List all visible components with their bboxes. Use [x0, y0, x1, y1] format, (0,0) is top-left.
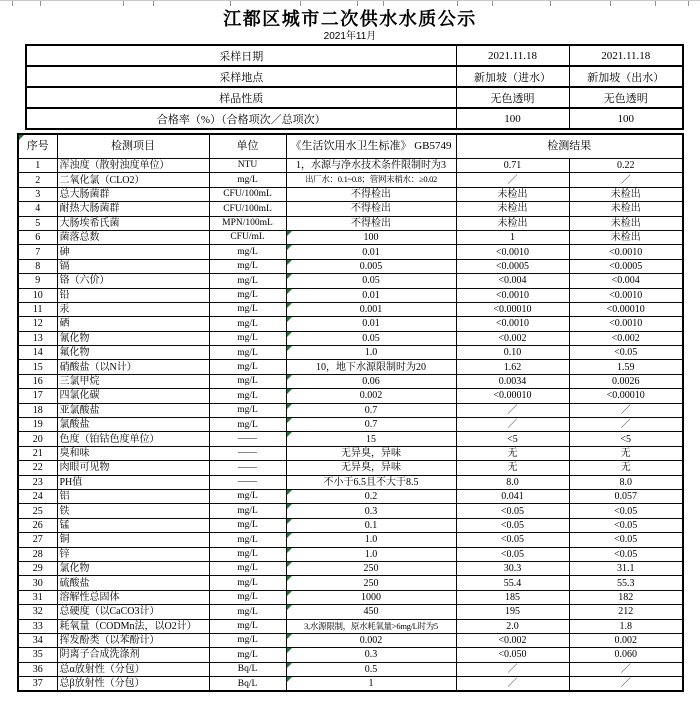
cell-result1: <0.0010: [456, 317, 569, 331]
cell-result2: ／: [569, 662, 683, 676]
cell-result2: 未检出: [569, 230, 683, 244]
table-row: [18, 173, 683, 187]
cell-item: 硒: [57, 317, 209, 331]
table-row: [18, 389, 683, 403]
cell-no: 21: [18, 446, 57, 460]
cell-unit: mg/L: [209, 504, 286, 518]
cell-standard: 3,水源限制，原水耗氧量>6mg/L时为5: [286, 619, 456, 633]
cell-item: 总硬度（以CaCO3计）: [57, 605, 209, 619]
cell-standard: 0.7: [286, 418, 456, 432]
cell-item: 汞: [57, 302, 209, 316]
info-value-inlet: 2021.11.18: [456, 45, 569, 66]
cell-item: 耗氧量（CODMn法，以O2计）: [57, 619, 209, 633]
cell-unit: mg/L: [209, 605, 286, 619]
cell-result1: 无: [456, 461, 569, 475]
cell-standard: 1000: [286, 590, 456, 604]
cell-result2: <0.0005: [569, 259, 683, 273]
info-label: 样品性质: [26, 87, 456, 108]
cell-result2: <0.0010: [569, 245, 683, 259]
cell-result1: 1.62: [456, 360, 569, 374]
cell-no: 2: [18, 173, 57, 187]
cell-result1: <0.050: [456, 648, 569, 662]
info-value-inlet: 无色透明: [456, 87, 569, 108]
cell-item: 锰: [57, 518, 209, 532]
cell-item: 总β放射性（分包）: [57, 677, 209, 692]
cell-result1: 未检出: [456, 202, 569, 216]
cell-item: 锌: [57, 547, 209, 561]
cell-result2: 182: [569, 590, 683, 604]
cell-standard: 100: [286, 230, 456, 244]
cell-unit: mg/L: [209, 561, 286, 575]
col-header-no: 序号: [18, 134, 57, 159]
info-label: 合格率（%）（合格项次／总项次）: [26, 108, 456, 129]
cell-no: 8: [18, 259, 57, 273]
cell-result1: 195: [456, 605, 569, 619]
col-header-unit: 单位: [209, 134, 286, 159]
cell-no: 1: [18, 159, 57, 173]
info-row: [26, 45, 683, 66]
cell-unit: mg/L: [209, 288, 286, 302]
col-header-result: 检测结果: [456, 134, 683, 159]
cell-no: 33: [18, 619, 57, 633]
cell-item: 砷: [57, 245, 209, 259]
cell-no: 30: [18, 576, 57, 590]
cell-result2: ／: [569, 403, 683, 417]
table-row: [18, 374, 683, 388]
cell-unit: MPN/100mL: [209, 216, 286, 230]
cell-result1: <0.0010: [456, 288, 569, 302]
cell-no: 19: [18, 418, 57, 432]
table-row: [18, 662, 683, 676]
cell-result1: 0.10: [456, 346, 569, 360]
cell-standard: 0.3: [286, 648, 456, 662]
cell-result2: 0.002: [569, 633, 683, 647]
cell-no: 18: [18, 403, 57, 417]
cell-result2: <0.05: [569, 547, 683, 561]
cell-result2: <0.05: [569, 346, 683, 360]
table-row: [18, 619, 683, 633]
table-row: [18, 331, 683, 345]
cell-result2: 未检出: [569, 216, 683, 230]
cell-item: 亚氯酸盐: [57, 403, 209, 417]
cell-standard: 0.05: [286, 274, 456, 288]
cell-no: 10: [18, 288, 57, 302]
table-row: [18, 518, 683, 532]
cell-no: 4: [18, 202, 57, 216]
cell-standard: 不小于6.5且不大于8.5: [286, 475, 456, 489]
cell-result2: 未检出: [569, 202, 683, 216]
cell-standard: 无异臭，异味: [286, 446, 456, 460]
cell-unit: Bq/L: [209, 662, 286, 676]
cell-standard: 0.3: [286, 504, 456, 518]
cell-item: 硫酸盐: [57, 576, 209, 590]
cell-item: 氟化物: [57, 346, 209, 360]
cell-no: 16: [18, 374, 57, 388]
cell-item: 总α放射性（分包）: [57, 662, 209, 676]
cell-no: 28: [18, 547, 57, 561]
cell-result1: <0.05: [456, 547, 569, 561]
cell-item: 浑浊度（散射浊度单位）: [57, 159, 209, 173]
table-row: [18, 489, 683, 503]
table-row: [18, 346, 683, 360]
cell-unit: CFU/mL: [209, 230, 286, 244]
cell-item: 四氯化碳: [57, 389, 209, 403]
cell-no: 20: [18, 432, 57, 446]
info-value-inlet: 100: [456, 108, 569, 129]
cell-unit: ——: [209, 432, 286, 446]
table-row: [18, 317, 683, 331]
table-row: [18, 245, 683, 259]
cell-item: 三氯甲烷: [57, 374, 209, 388]
cell-standard: 1，水源与净水技术条件限制时为3: [286, 159, 456, 173]
cell-no: 35: [18, 648, 57, 662]
cell-item: 菌落总数: [57, 230, 209, 244]
cell-standard: 1.0: [286, 346, 456, 360]
sample-info-table: [25, 44, 684, 130]
table-row: [18, 461, 683, 475]
cell-result2: 0.057: [569, 489, 683, 503]
cell-standard: 250: [286, 561, 456, 575]
cell-item: 溶解性总固体: [57, 590, 209, 604]
cell-standard: 0.01: [286, 317, 456, 331]
cell-result1: 8.0: [456, 475, 569, 489]
cell-unit: mg/L: [209, 518, 286, 532]
cell-result1: <0.002: [456, 633, 569, 647]
cell-result2: <0.05: [569, 518, 683, 532]
cell-no: 24: [18, 489, 57, 503]
cell-item: 阴离子合成洗涤剂: [57, 648, 209, 662]
cell-no: 34: [18, 633, 57, 647]
cell-item: 铁: [57, 504, 209, 518]
cell-unit: mg/L: [209, 648, 286, 662]
cell-item: 铜: [57, 533, 209, 547]
table-row: [18, 418, 683, 432]
cell-unit: mg/L: [209, 374, 286, 388]
cell-result2: <0.00010: [569, 302, 683, 316]
cell-standard: 0.5: [286, 662, 456, 676]
cell-result1: 185: [456, 590, 569, 604]
cell-unit: mg/L: [209, 389, 286, 403]
cell-no: 3: [18, 187, 57, 201]
cell-standard: 0.2: [286, 489, 456, 503]
cell-no: 26: [18, 518, 57, 532]
cell-result2: 0.060: [569, 648, 683, 662]
cell-result2: <0.004: [569, 274, 683, 288]
cell-result1: 无: [456, 446, 569, 460]
table-row: [18, 547, 683, 561]
cell-no: 9: [18, 274, 57, 288]
cell-standard: 0.1: [286, 518, 456, 532]
cell-result1: <0.0010: [456, 245, 569, 259]
cell-unit: mg/L: [209, 403, 286, 417]
info-label: 采样地点: [26, 66, 456, 87]
cell-standard: 0.7: [286, 403, 456, 417]
col-header-item: 检测项目: [57, 134, 209, 159]
cell-result2: <0.00010: [569, 389, 683, 403]
cell-no: 27: [18, 533, 57, 547]
cell-result1: 0.041: [456, 489, 569, 503]
info-row: [26, 66, 683, 87]
cell-standard: 10，地下水源限制时为20: [286, 360, 456, 374]
table-row: [18, 446, 683, 460]
cell-standard: 不得检出: [286, 216, 456, 230]
cell-result2: 1.8: [569, 619, 683, 633]
cell-standard: 出厂水：0.1~0.8；管网末梢水：≥0.02: [286, 173, 456, 187]
cell-result1: <0.00010: [456, 302, 569, 316]
table-row: [18, 302, 683, 316]
table-row: [18, 216, 683, 230]
table-row: [18, 360, 683, 374]
cell-item: 挥发酚类（以苯酚计）: [57, 633, 209, 647]
cell-unit: mg/L: [209, 633, 286, 647]
cell-result2: 未检出: [569, 187, 683, 201]
cell-no: 32: [18, 605, 57, 619]
cell-result2: ／: [569, 173, 683, 187]
cell-standard: 0.002: [286, 389, 456, 403]
table-row: [18, 159, 683, 173]
cell-result1: <0.00010: [456, 389, 569, 403]
info-row: [26, 87, 683, 108]
cell-result2: ／: [569, 418, 683, 432]
cell-result1: <0.05: [456, 504, 569, 518]
cell-result1: 30.3: [456, 561, 569, 575]
info-label: 采样日期: [26, 45, 456, 66]
cell-unit: mg/L: [209, 173, 286, 187]
table-row: [18, 259, 683, 273]
cell-result1: 2.0: [456, 619, 569, 633]
table-row: [18, 403, 683, 417]
info-row: [26, 108, 683, 129]
cell-item: 氯酸盐: [57, 418, 209, 432]
cell-unit: mg/L: [209, 259, 286, 273]
cell-unit: mg/L: [209, 245, 286, 259]
cell-unit: mg/L: [209, 576, 286, 590]
cell-no: 5: [18, 216, 57, 230]
cell-result1: <0.05: [456, 533, 569, 547]
cell-standard: 1.0: [286, 533, 456, 547]
cell-standard: 不得检出: [286, 202, 456, 216]
cell-result2: ／: [569, 677, 683, 692]
cell-item: 二氧化氯（CLO2）: [57, 173, 209, 187]
cell-unit: CFU/100mL: [209, 202, 286, 216]
info-value-outlet: 无色透明: [569, 87, 683, 108]
info-value-outlet: 2021.11.18: [569, 45, 683, 66]
table-row: [18, 533, 683, 547]
cell-no: 23: [18, 475, 57, 489]
table-row: [18, 561, 683, 575]
cell-result1: ／: [456, 677, 569, 692]
table-row: [18, 605, 683, 619]
cell-item: PH值: [57, 475, 209, 489]
cell-standard: 0.005: [286, 259, 456, 273]
cell-item: 镉: [57, 259, 209, 273]
cell-result2: <5: [569, 432, 683, 446]
cell-standard: 不得检出: [286, 187, 456, 201]
cell-result1: 0.71: [456, 159, 569, 173]
cell-item: 氰化物: [57, 331, 209, 345]
cell-no: 22: [18, 461, 57, 475]
table-row: [18, 230, 683, 244]
cell-standard: 0.01: [286, 245, 456, 259]
table-row: [18, 504, 683, 518]
cell-result2: 无: [569, 461, 683, 475]
cell-standard: 0.002: [286, 633, 456, 647]
col-header-standard: 《生活饮用水卫生标准》 GB5749: [286, 134, 456, 159]
cell-standard: 0.05: [286, 331, 456, 345]
cell-no: 12: [18, 317, 57, 331]
cell-result1: ／: [456, 418, 569, 432]
cell-result1: <5: [456, 432, 569, 446]
cell-standard: 450: [286, 605, 456, 619]
cell-unit: mg/L: [209, 418, 286, 432]
cell-standard: 0.01: [286, 288, 456, 302]
cell-result2: 1.59: [569, 360, 683, 374]
cell-result1: <0.004: [456, 274, 569, 288]
cell-no: 6: [18, 230, 57, 244]
cell-item: 色度（铂钴色度单位）: [57, 432, 209, 446]
cell-result2: 212: [569, 605, 683, 619]
table-row: [18, 288, 683, 302]
table-row: [18, 590, 683, 604]
table-row: [18, 576, 683, 590]
cell-item: 臭和味: [57, 446, 209, 460]
cell-result2: <0.0010: [569, 317, 683, 331]
cell-no: 11: [18, 302, 57, 316]
cell-result1: <0.002: [456, 331, 569, 345]
cell-item: 铅: [57, 288, 209, 302]
cell-item: 大肠埃希氏菌: [57, 216, 209, 230]
cell-no: 13: [18, 331, 57, 345]
cell-result1: 55.4: [456, 576, 569, 590]
table-row: [18, 475, 683, 489]
cell-standard: 250: [286, 576, 456, 590]
page-subtitle: 2021年11月: [323, 31, 377, 42]
cell-item: 耐热大肠菌群: [57, 202, 209, 216]
table-row: [18, 648, 683, 662]
cell-standard: 15: [286, 432, 456, 446]
table-header-row: [18, 134, 683, 159]
cell-result2: 0.22: [569, 159, 683, 173]
cell-result2: <0.002: [569, 331, 683, 345]
cell-result1: 未检出: [456, 216, 569, 230]
cell-result1: <0.0005: [456, 259, 569, 273]
table-row: [18, 677, 683, 692]
cell-standard: 0.001: [286, 302, 456, 316]
cell-unit: mg/L: [209, 331, 286, 345]
cell-result2: 0.0026: [569, 374, 683, 388]
info-value-outlet: 新加坡（出水）: [569, 66, 683, 87]
cell-standard: 0.06: [286, 374, 456, 388]
cell-unit: mg/L: [209, 346, 286, 360]
cell-unit: mg/L: [209, 619, 286, 633]
cell-unit: mg/L: [209, 360, 286, 374]
page-title: 江都区城市二次供水水质公示: [223, 9, 477, 29]
cell-result2: <0.0010: [569, 288, 683, 302]
cell-item: 总大肠菌群: [57, 187, 209, 201]
cell-item: 硝酸盐（以N计）: [57, 360, 209, 374]
cell-result2: 无: [569, 446, 683, 460]
cell-result2: <0.05: [569, 533, 683, 547]
cell-result1: 0.0034: [456, 374, 569, 388]
cell-no: 36: [18, 662, 57, 676]
cell-no: 17: [18, 389, 57, 403]
cell-result1: ／: [456, 403, 569, 417]
cell-standard: 无异臭，异味: [286, 461, 456, 475]
cell-result1: ／: [456, 662, 569, 676]
cell-unit: mg/L: [209, 489, 286, 503]
cell-item: 铝: [57, 489, 209, 503]
table-row: [18, 202, 683, 216]
cell-result1: ／: [456, 173, 569, 187]
cell-result2: <0.05: [569, 504, 683, 518]
cell-unit: mg/L: [209, 533, 286, 547]
cell-no: 7: [18, 245, 57, 259]
cell-standard: 1: [286, 677, 456, 692]
cell-result2: 55.3: [569, 576, 683, 590]
cell-unit: mg/L: [209, 302, 286, 316]
cell-unit: mg/L: [209, 274, 286, 288]
cell-no: 37: [18, 677, 57, 692]
cell-no: 29: [18, 561, 57, 575]
cell-unit: ——: [209, 446, 286, 460]
cell-no: 15: [18, 360, 57, 374]
cell-unit: mg/L: [209, 547, 286, 561]
cell-standard: 1.0: [286, 547, 456, 561]
table-row: [18, 633, 683, 647]
cell-result2: 31.1: [569, 561, 683, 575]
info-value-outlet: 100: [569, 108, 683, 129]
cell-result2: 8.0: [569, 475, 683, 489]
cell-result1: 1: [456, 230, 569, 244]
cell-unit: mg/L: [209, 590, 286, 604]
table-row: [18, 274, 683, 288]
cell-item: 肉眼可见物: [57, 461, 209, 475]
cell-unit: Bq/L: [209, 677, 286, 692]
cell-no: 14: [18, 346, 57, 360]
cell-unit: ——: [209, 475, 286, 489]
cell-no: 25: [18, 504, 57, 518]
cell-item: 铬（六价）: [57, 274, 209, 288]
table-row: [18, 187, 683, 201]
results-table: [17, 133, 684, 692]
cell-unit: NTU: [209, 159, 286, 173]
info-value-inlet: 新加坡（进水）: [456, 66, 569, 87]
cell-no: 31: [18, 590, 57, 604]
cell-unit: ——: [209, 461, 286, 475]
cell-result1: 未检出: [456, 187, 569, 201]
table-row: [18, 432, 683, 446]
cell-unit: CFU/100mL: [209, 187, 286, 201]
cell-unit: mg/L: [209, 317, 286, 331]
cell-item: 氯化物: [57, 561, 209, 575]
cell-result1: <0.05: [456, 518, 569, 532]
